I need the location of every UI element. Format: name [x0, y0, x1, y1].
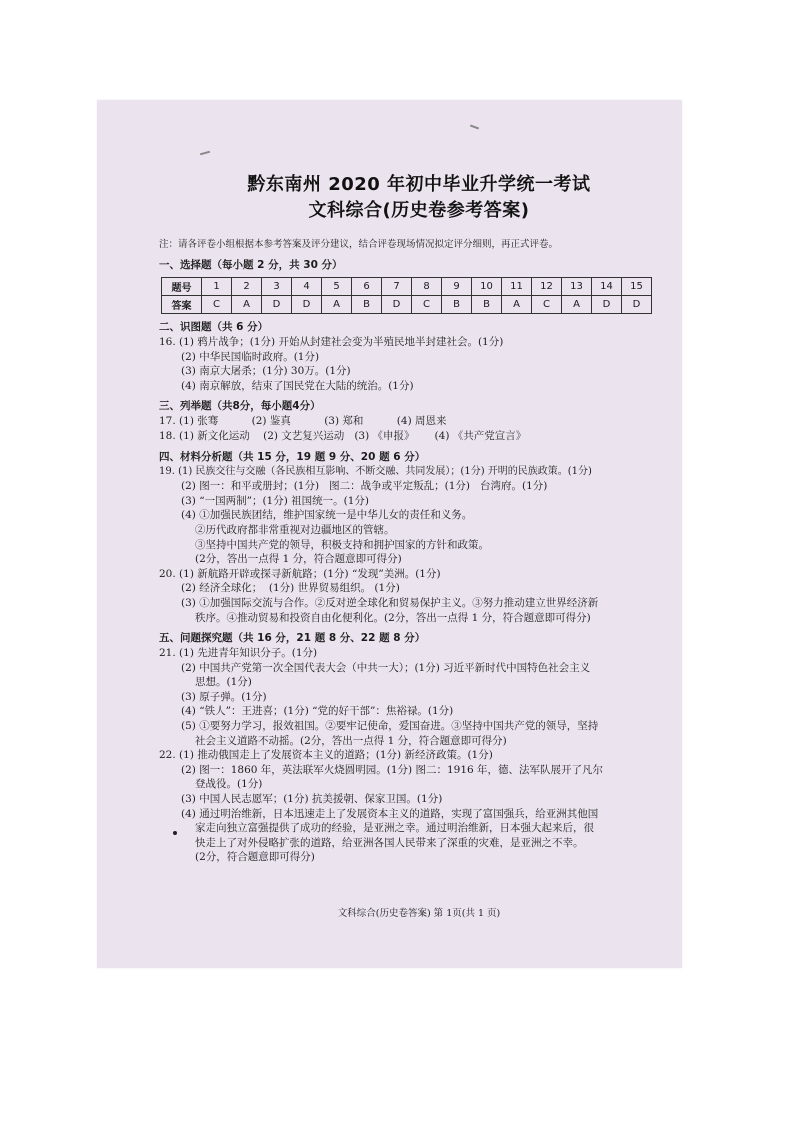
table-cell: C	[202, 296, 232, 314]
table-cell: C	[532, 296, 562, 314]
answer-line: (2) 图一：和平或册封；(1分) 图二：战争或平定叛乱；(1分) 台湾府。(1分)	[181, 480, 548, 493]
answer-line: (2) 图一：1860 年，英法联军火烧圆明园。(1分) 图二：1916 年，德、法军队展开了凡尔	[181, 763, 604, 776]
grading-note: 注：请各评卷小组根据本参考答案及评分建议，结合评卷现场情况拟定评分细则，再正式评卷。	[159, 239, 559, 250]
document-title: 黔东南州 2020 年初中毕业升学统一考试	[247, 174, 591, 195]
answer-line: 17. (1) 张骞 (2) 鉴真 (3) 郑和 (4) 周恩来	[159, 415, 447, 428]
table-cell: 10	[472, 278, 502, 296]
answer-table	[161, 277, 652, 314]
answer-line: 22. (1) 推动俄国走上了发展资本主义的道路；(1分) 新经济政策。(1分)	[159, 749, 493, 762]
answer-line: 快走上了对外侵略扩张的道路，给亚洲各国人民带来了深重的灾难，是亚洲之不幸。	[195, 836, 584, 849]
table-cell: 3	[262, 278, 292, 296]
table-cell: 14	[592, 278, 622, 296]
table-cell: 13	[562, 278, 592, 296]
section-choice-heading: 一、选择题（每小题 2 分，共 30 分）	[159, 259, 343, 271]
answer-line: 登战役。(1分)	[195, 778, 263, 791]
table-cell: 7	[382, 278, 412, 296]
answer-line: 21. (1) 先进青年知识分子。(1分)	[159, 647, 318, 660]
answer-line: (2) 中华民国临时政府。(1分)	[181, 350, 320, 363]
section-list-heading: 三、列举题（共8分，每小题4分）	[159, 400, 321, 413]
answer-line: 家走向独立富强提供了成功的经验，是亚洲之幸。通过明治维新，日本强大起来后，很	[195, 822, 594, 835]
table-cell: D	[262, 296, 292, 314]
table-cell: 2	[232, 278, 262, 296]
page-footer: 文科综合(历史卷答案) 第 1页(共 1 页)	[337, 908, 501, 919]
answer-line: (2) 中国共产党第一次全国代表大会（中共一大）；(1分) 习近平新时代中国特色社会主义	[181, 661, 591, 674]
answer-line: ③坚持中国共产党的领导，积极支持和拥护国家的方针和政策。	[195, 538, 489, 551]
section-inquiry-heading: 五、问题探究题（共 16 分，21 题 8 分、22 题 8 分）	[159, 632, 426, 645]
section-map-heading: 二、识图题（共 6 分）	[159, 321, 269, 333]
table-cell: 6	[352, 278, 382, 296]
row-label-question: 题号	[162, 278, 202, 296]
answer-line: (2分，符合题意即可得分)	[195, 851, 315, 864]
answer-line: (4) 通过明治维新，日本迅速走上了发展资本主义的道路，实现了富国强兵，给亚洲其他国	[181, 807, 599, 820]
table-row-answers	[162, 296, 652, 314]
table-cell: 8	[412, 278, 442, 296]
table-cell: A	[562, 296, 592, 314]
table-cell: D	[622, 296, 652, 314]
answer-line: (3) 中国人民志愿军；(1分) 抗美援朝、保家卫国。(1分)	[181, 793, 443, 806]
answer-line: (3) 南京大屠杀；(1分) 30万。(1分)	[181, 365, 351, 378]
table-row-numbers	[162, 278, 652, 296]
table-cell: 9	[442, 278, 472, 296]
table-cell: 12	[532, 278, 562, 296]
answer-line: (3) 原子弹。(1分)	[181, 690, 267, 703]
table-cell: A	[322, 296, 352, 314]
table-cell: A	[232, 296, 262, 314]
table-cell: 1	[202, 278, 232, 296]
table-cell: D	[382, 296, 412, 314]
table-cell: 11	[502, 278, 532, 296]
table-cell: B	[472, 296, 502, 314]
answer-line: 思想。(1分)	[195, 676, 252, 689]
table-cell: 4	[292, 278, 322, 296]
table-cell: 15	[622, 278, 652, 296]
document-subtitle: 文科综合(历史卷参考答案)	[308, 200, 530, 221]
table-cell: B	[442, 296, 472, 314]
table-cell: 5	[322, 278, 352, 296]
table-cell: D	[292, 296, 322, 314]
answer-document	[159, 172, 679, 919]
table-cell: D	[592, 296, 622, 314]
answer-line: (2) 经济全球化； (1分) 世界贸易组织。 (1分)	[181, 582, 400, 595]
answer-line: ②历代政府都非常重视对边疆地区的管辖。	[195, 523, 395, 536]
table-cell: A	[502, 296, 532, 314]
answer-line: (2分，答出一点得 1 分，符合题意即可得分)	[195, 553, 402, 566]
scan-speck	[470, 125, 479, 130]
answer-line: 社会主义道路不动摇。(2分，答出一点得 1 分，符合题意即可得分)	[195, 734, 507, 747]
answer-line: 18. (1) 新文化运动 (2) 文艺复兴运动 (3) 《申报》 (4) 《共产党宣言》	[159, 429, 527, 442]
answer-line: 19. (1) 民族交往与交融（各民族相互影响、不断交融、共同发展）；(1分) 开明的民族政策。(1分)	[159, 465, 592, 477]
answer-line: (4) 南京解放，结束了国民党在大陆的统治。(1分)	[181, 379, 414, 392]
answer-line: (3) ①加强国际交流与合作。②反对逆全球化和贸易保护主义。③努力推动建立世界经济新	[181, 596, 599, 609]
answer-line: (3) “一国两制”；(1分) 祖国统一。(1分)	[181, 494, 370, 507]
table-cell: B	[352, 296, 382, 314]
scan-speck	[200, 151, 210, 156]
row-label-answer: 答案	[162, 296, 202, 314]
answer-line: (4) ①加强民族团结，维护国家统一是中华儿女的责任和义务。	[181, 509, 473, 522]
answer-line: 秩序。④推动贸易和投资自由化便利化。(2分，答出一点得 1 分，符合题意即可得分)	[195, 611, 591, 624]
answer-line: (5) ①要努力学习，报效祖国。②要牢记使命，爱国奋进。③坚持中国共产党的领导，坚持	[181, 720, 599, 733]
section-material-heading: 四、材料分析题（共 15 分，19 题 9 分、20 题 6 分）	[159, 450, 426, 463]
scanned-page	[97, 100, 682, 968]
table-cell: C	[412, 296, 442, 314]
answer-line: 16. (1) 鸦片战争；(1分) 开始从封建社会变为半殖民地半封建社会。(1分)	[159, 336, 504, 348]
answer-line: 20. (1) 新航路开辟或探寻新航路；(1分) “发现”美洲。(1分)	[159, 567, 441, 580]
answer-line: (4) “铁人”：王进喜；(1分) “党的好干部”：焦裕禄。(1分)	[181, 705, 454, 718]
